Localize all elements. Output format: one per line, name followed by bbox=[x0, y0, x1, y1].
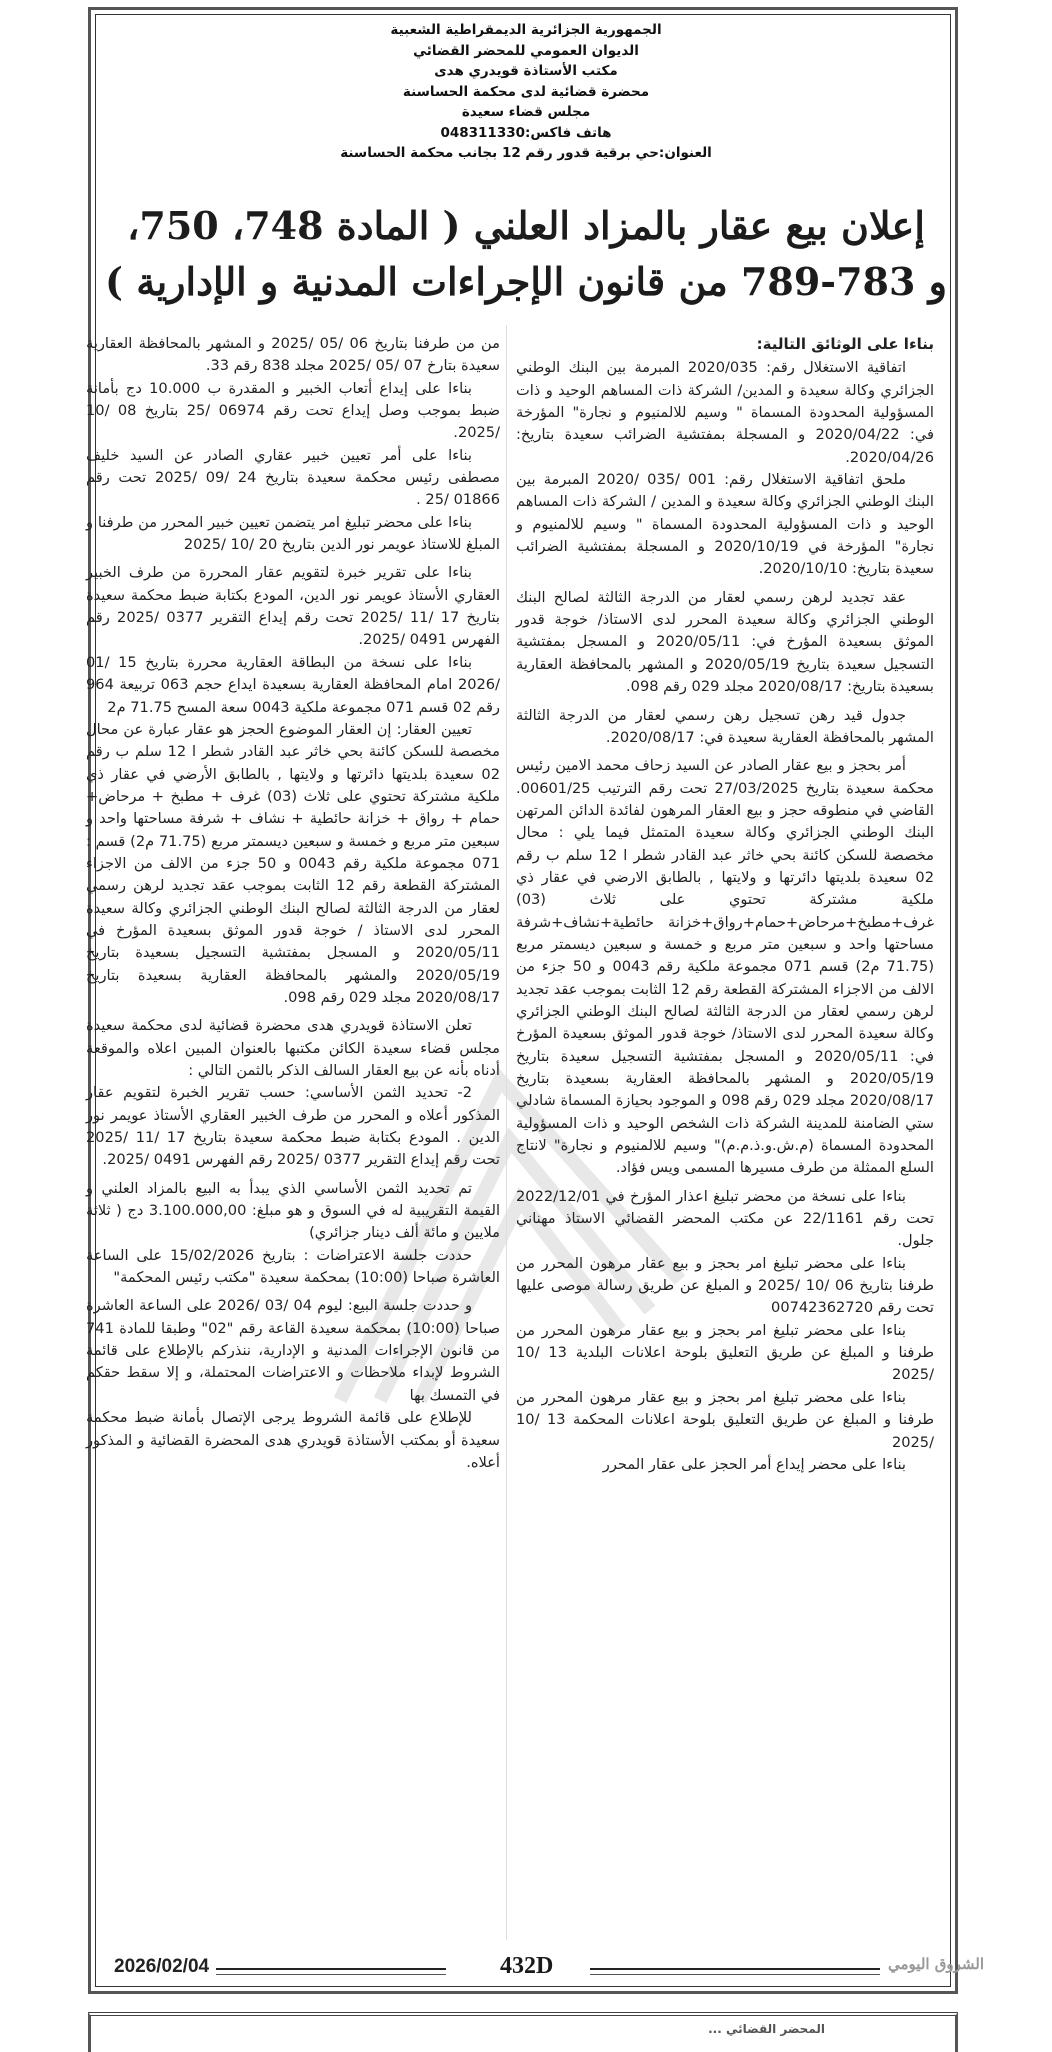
paragraph-mortgage-renewal: عقد تجديد لرهن رسمي لعقار من الدرجة الثالثة لصالح البنك الوطني الجزائري وكالة سعيدة المحرر لدى الاستاذ/ خوجة قدور الموثق بسعيدة المؤرخ في: 2020/05/11 و المسجل بمفتشية التسجيل سعيدة بتاريخ 2020/05/19 و المشهر بالمحافظة العقارية بسعيدة بتاريخ: 2020/08/17 مجلد 029 رقم 098. bbox=[516, 588, 934, 696]
next-notice-frame bbox=[88, 2012, 958, 2052]
next-notice-snippet: المحضر القضائي ... bbox=[708, 2022, 825, 2036]
left-column bbox=[86, 333, 500, 1474]
footer-rule-left bbox=[216, 1968, 446, 1975]
paragraph-property-card: بناءا على نسخة من البطاقة العقارية محررة بتاريخ 15 /01 /2026 امام المحافظة العقارية بسعيدة ايداع حجم 063 تربيعة 964 رقم 02 قسم 071 مجموعة ملكية 0043 سعة المسح 71.75 م2 bbox=[86, 653, 500, 716]
notice-title bbox=[0, 198, 1052, 310]
paragraph-expert-appointment: بناءا على أمر تعيين خبير عقاري الصادر عن السيد خليف مصطفى رئيس محكمة سعيدة بتاريخ 24 /09 /2025 تحت رقم 01866 /25 . bbox=[86, 446, 500, 509]
header-line-council: مجلس قضاء سعيدة bbox=[461, 104, 591, 120]
paragraph-contact-info: للإطلاع على قائمة الشروط يرجى الإتصال بأمانة ضبط محكمة سعيدة أو بمكتب الأستاذة قويدري هدى المحضرة القضائية و المذكور أعلاه. bbox=[86, 1409, 500, 1471]
title-line-2: و 783-789 من قانون الإجراءات المدنية و الإدارية ) bbox=[105, 259, 947, 304]
paragraph-notice-copy: بناءا على نسخة من محضر تبليغ اعذار المؤرخ في 2022/12/01 تحت رقم 22/1161 عن مكتب المحضر القضائي الاستاذ مهناني جلول. bbox=[516, 1187, 934, 1250]
paragraph-mortgage-register: جدول قيد رهن تسجيل رهن رسمي لعقار من الدرجة الثالثة المشهر بالمحافظة العقارية سعيدة في: 2020/08/17. bbox=[516, 706, 934, 746]
right-column bbox=[516, 333, 934, 1476]
header-line-court: محضرة قضائية لدى محكمة الحساسنة bbox=[402, 83, 650, 100]
header-line-address: العنوان:حي برقية قدور رقم 12 بجانب محكمة الحساسنة bbox=[340, 145, 712, 161]
column-divider bbox=[506, 325, 507, 1940]
paragraph-base-price: 2- تحديد الثمن الأساسي: حسب تقرير الخبرة لتقويم عقار المذكور أعلاه و المحرر من طرف الخبير العقاري الأستاذ عويمر نور الدين . المودع بكتابة ضبط محكمة سعيدة بتاريخ 17 /11 /2025 تحت رقم إيداع التقرير 0377 /2025 رقم الفهرس 0491 /2025. bbox=[86, 1084, 500, 1169]
paragraph-continuation: من من طرفنا بتاريخ 06 /05 /2025 و المشهر بالمحافظة العقارية سعيدة بتارخ 07 /05 /2025 مجلد 838 رقم 33. bbox=[86, 335, 500, 375]
paragraph-sale-session: و حددت جلسة البيع: ليوم 04 /03 /2026 على الساعة العاشرة صباحا (10:00) بمحكمة سعيدة القاعة رقم "02" وطبقا للمادة 741 من قانون الإجراءات المدنية و الإدارية، ننذركم بالإطلاع على قائمة الشروط لإبداء ملاحظات و الاعتراضات المحتملة، و إلا سقط حقكم في التمسك بها bbox=[86, 1297, 500, 1404]
paragraph-notification-mail: بناءا على محضر تبليغ امر بحجز و بيع عقار مرهون المحرر من طرفنا بتاريخ 06 /10 /2025 و المبلغ عن طريق رسالة موصى عليها تحت رقم 00742362720 bbox=[516, 1254, 935, 1317]
header-line-republic: الجمهورية الجزائرية الديمقراطية الشعبية bbox=[390, 22, 662, 38]
paragraph-expert-notification: بناءا على محضر تبليغ امر يتضمن تعيين خبير المحرر من طرفنا و المبلغ للاستاذ عويمر نور الدين بتاريخ 20 /10 /2025 bbox=[86, 513, 500, 554]
paragraph-notification-municipality: بناءا على محضر تبليغ امر بحجز و بيع عقار مرهون المحرر من طرفنا و المبلغ عن طريق التعليق بلوحة اعلانات البلدية 13 /10 /2025 bbox=[516, 1321, 935, 1384]
header-line-bailiff-office: مكتب الأستاذة قويدري هدى bbox=[434, 63, 618, 79]
paragraph-notification-court: بناءا على محضر تبليغ امر بحجز و بيع عقار مرهون المحرر من طرفنا و المبلغ عن طريق التعليق بلوحة اعلانات المحكمة 13 /10 /2025 bbox=[516, 1388, 934, 1451]
documents-heading: بناءا على الوثائق التالية: bbox=[756, 335, 934, 353]
page-footer bbox=[98, 1953, 985, 1982]
footer-rule-right bbox=[590, 1968, 880, 1975]
paragraph-expert-fees: بناءا على إيداع أتعاب الخبير و المقدرة ب 10.000 دج بأمانة ضبط بموجب وصل إيداع تحت رقم 06974 /25 بتاريخ 08 /10 /2025. bbox=[86, 379, 500, 442]
newspaper-logo: الشروق اليومي bbox=[888, 1955, 985, 1973]
paragraph-price-amount: تم تحديد الثمن الأساسي الذي يبدأ به البيع بالمزاد العلني و القيمة التقريبية له في السوق و هو مبلغ: 3.100.000,00 دج ( ثلاثة ملايين و مائة ألف دينار جزائري) bbox=[86, 1179, 501, 1242]
header-line-phone: هاتف فاكس:048311330 bbox=[440, 124, 612, 141]
publication-date: 2026/02/04 bbox=[114, 1956, 210, 1977]
paragraph-seizure-order: أمر بحجز و بيع عقار الصادر عن السيد زحاف محمد الامين رئيس محكمة سعيدة بتاريخ 27/03/2025 تحت رقم الترتيب 00601/25. القاضي في منطوقه حجز و بيع العقار المرهون لفائدة الدائن المرتهن البنك الوطني الجزائري وكالة سعيدة المتمثل فيما يلي : محال مخصصة للسكن كائنة بحي خاثر عبد القادر شطر ا 12 سلم ب رقم 02 سعيدة بلديتها دائرتها و ولايتها , بالطابق الارضي في عقار ذي ملكية مشتركة تحتوي على ثلاث (03) غرف+مطبخ+مرحاض+حمام+رواق+خزانة حائطية+نشاف+شرفة مساحتها واحد و سبعين متر مربع و خمسة و سبعين ديسمتر مربع (71.75 م2) قسم 071 مجموعة ملكية رقم 0043 و 50 جزء من الالف من الاجزاء المشتركة القطعة رقم 12 الثابت بموجب عقد تجديد لرهن رسمي لعقار من الدرجة الثالثة لصالح البنك الوطني الجزائري وكالة سعيدة المحرر لدى الاستاذ/ خوجة قدور الموثق بسعيدة المؤرخ في: 2020/05/11 و المسجل بمفتشية التسجيل سعيدة بتاريخ 2020/05/19 و المشهر بالمحافظة العقارية بسعيدة بتاريخ 2020/08/17 مجلد 029 رقم 098 و الموجود بحيازة المسماة شادلي ستي الضامنة للمدينة الشركة ذات الشخص الوحيد و ذات المسؤولية المحدودة المسماة (م.ش.و.ذ.م.م)" وسيم للالمنيوم و نجارة" لانتاج السلع الممثلة من طرف مسيرها المسمى ويس فؤاد. bbox=[516, 757, 935, 1177]
paragraph-announcement: تعلن الاستاذة قويدري هدى محضرة قضائية لدى محكمة سعيدة مجلس قضاء سعيدة الكائن مكتبها بالعنوان المبين اعلاه والموقعة أدناه بأنه عن بيع العقار السالف الذكر بالثمن التالي : bbox=[86, 1017, 500, 1079]
paragraph-expert-report: بناءا على تقرير خبرة لتقويم عقار المحررة من طرف الخبير العقاري الأستاذ عويمر نور الدين، المودع بكتابة ضبط محكمة سعيدة بتاريخ 17 /11 /2025 تحت رقم إيداع التقرير 0377 /2025 رقم الفهرس 0491 /2025. bbox=[86, 564, 500, 649]
header-line-office: الديوان العمومي للمحضر القضائي bbox=[413, 42, 639, 59]
office-header bbox=[0, 20, 1052, 164]
paragraph-deposit-order: بناءا على محضر إيداع أمر الحجز على عقار المحرر bbox=[602, 1455, 906, 1473]
paragraph-exploitation-agreement: اتفاقية الاستغلال رقم: 2020/035 المبرمة بين البنك الوطني الجزائري وكالة سعيدة و المدين/ الشركة ذات المساهم الوحيد و ذات المسؤولية المحدودة المسماة " وسيم للالمنيوم و نجارة" المؤرخة في: 2020/04/22 و المسجلة بمفتشية الضرائب سعيدة بتاريخ: 2020/04/26. bbox=[516, 359, 934, 466]
page-number: 432D bbox=[500, 1953, 554, 1979]
title-line-1: إعلان بيع عقار بالمزاد العلني ( المادة 748، 750، bbox=[127, 203, 925, 248]
paragraph-agreement-annex: ملحق اتفاقية الاستغلال رقم: 001 /035 /2020 المبرمة بين البنك الوطني الجزائري وكالة سعيدة و المدين / الشركة ذات المساهم الوحيد و ذات المسؤولية المحدودة المسماة " وسيم للالمنيوم و نجارة" المؤرخة في 2020/10/19 و المسجلة بمفتشية الضرائب سعيدة بتاريخ: 2020/10/10. bbox=[516, 471, 935, 578]
paragraph-objections-session: حددت جلسة الاعتراضات : بتاريخ 15/02/2026 على الساعة العاشرة صباحا (10:00) بمحكمة سعيدة "مكتب رئيس المحكمة" bbox=[86, 1246, 500, 1287]
paragraph-property-description: تعيين العقار: إن العقار الموضوع الحجز هو عقار عبارة عن محال مخصصة للسكن كائنة بحي خاثر عبد القادر شطر ا 12 سلم ب رقم 02 سعيدة بلديتها دائرتها و ولايتها , بالطابق الأرضي في عقار ذي ملكية مشتركة تحتوي على ثلاث (03) غرف + مطبخ + مرحاض+ حمام + رواق + خزانة حائطية + نشاف + شرفة مساحتها واحد و سبعين متر مربع و خمسة و سبعين ديسمتر مربع (71.75 م2) قسم : 071 مجموعة ملكية رقم 0043 و 50 جزء من الالف من الاجزاء المشتركة القطعة رقم 12 الثابت بموجب عقد تجديد لرهن رسمي لعقار من الدرجة الثالثة لصالح البنك الوطني الجزائري وكالة سعيدة المحرر لدى الاستاذ / خوجة قدور الموثق بسعيدة المؤرخ في 2020/05/11 و المسجل بمفتشية التسجيل بسعيدة بتاريخ 2020/05/19 والمشهر بالمحافظة العقارية بسعيدة بتاريخ 2020/08/17 مجلد 029 رقم 098. bbox=[86, 720, 501, 1006]
